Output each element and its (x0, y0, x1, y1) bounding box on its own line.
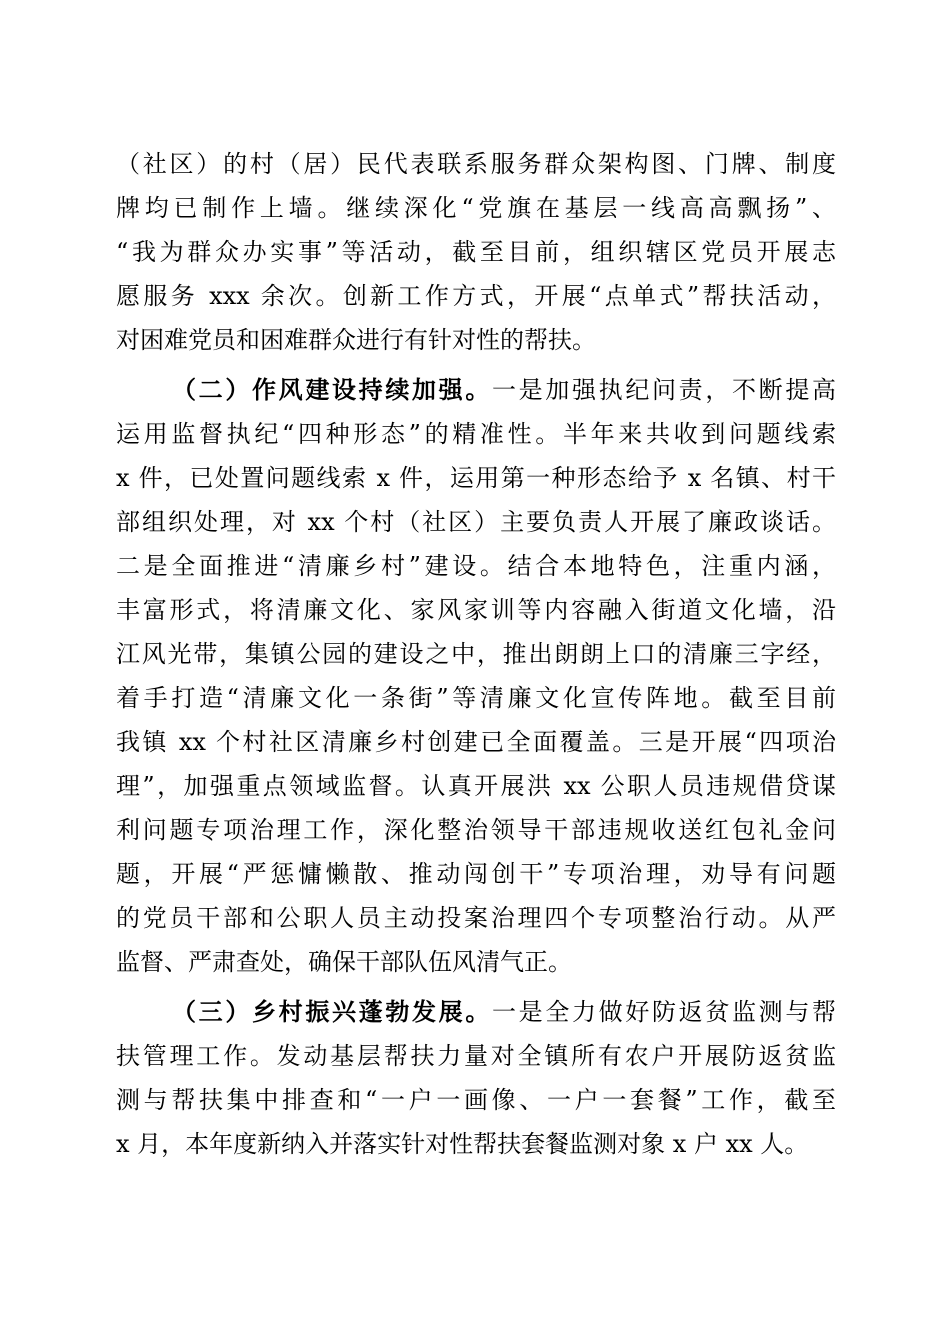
document-body (116, 142, 836, 1166)
text-line: 丰富形式，将清廉文化、家风家训等内容融入街道文化墙，沿 (116, 596, 836, 624)
text-line: 牌均已制作上墙。继续深化“党旗在基层一线高高飘扬”、 (116, 194, 836, 222)
paragraph-first-line (116, 368, 836, 412)
text-run: 一是全力做好防返贫监测与帮 (492, 998, 836, 1026)
text-line: 题，开展“严惩慵懒散、推动闯创干”专项治理，劝导有问题 (116, 860, 836, 888)
text-line: （社区）的村（居）民代表联系服务群众架构图、门牌、制度 (116, 150, 836, 178)
text-line: 运用监督执纪“四种形态”的精准性。半年来共收到问题线索 (116, 420, 836, 448)
text-line: 对困难党员和困难群众进行有针对性的帮扶。 (116, 326, 596, 354)
section-heading: （二）作风建设持续加强。 (172, 375, 492, 404)
text-line: 利问题专项治理工作，深化整治领导干部违规收送红包礼金问 (116, 816, 836, 844)
text-line: 着手打造“清廉文化一条街”等清廉文化宣传阵地。截至目前 (116, 684, 836, 712)
text-line: 测与帮扶集中排查和“一户一画像、一户一套餐”工作，截至 (116, 1086, 836, 1114)
text-line: x 月，本年度新纳入并落实针对性帮扶套餐监测对象 x 户 xx 人。 (116, 1130, 809, 1158)
text-line: x 件，已处置问题线索 x 件，运用第一种形态给予 x 名镇、村干 (116, 464, 836, 492)
text-line: 我镇 xx 个村社区清廉乡村创建已全面覆盖。三是开展“四项治 (116, 728, 836, 756)
text-line: “我为群众办实事”等活动，截至目前，组织辖区党员开展志 (116, 238, 836, 266)
paragraph-2 (116, 368, 836, 984)
text-line: 扶管理工作。发动基层帮扶力量对全镇所有农户开展防返贫监 (116, 1042, 836, 1070)
text-line: 部组织处理，对 xx 个村（社区）主要负责人开展了廉政谈话。 (116, 508, 836, 536)
text-line: 理”，加强重点领域监督。认真开展洪 xx 公职人员违规借贷谋 (116, 772, 836, 800)
text-line: 的党员干部和公职人员主动投案治理四个专项整治行动。从严 (116, 904, 836, 932)
paragraph-first-line (116, 990, 836, 1034)
paragraph-1 (116, 142, 836, 362)
text-line: 二是全面推进“清廉乡村”建设。结合本地特色，注重内涵， (116, 552, 836, 580)
text-run: 一是加强执纪问责，不断提高 (492, 376, 836, 404)
text-line: 江风光带，集镇公园的建设之中，推出朗朗上口的清廉三字经， (116, 640, 836, 668)
paragraph-3 (116, 990, 836, 1166)
text-line: 愿服务 xxx 余次。创新工作方式，开展“点单式”帮扶活动， (116, 282, 836, 310)
section-heading: （三）乡村振兴蓬勃发展。 (172, 997, 492, 1026)
text-line: 监督、严肃查处，确保干部队伍风清气正。 (116, 948, 572, 976)
